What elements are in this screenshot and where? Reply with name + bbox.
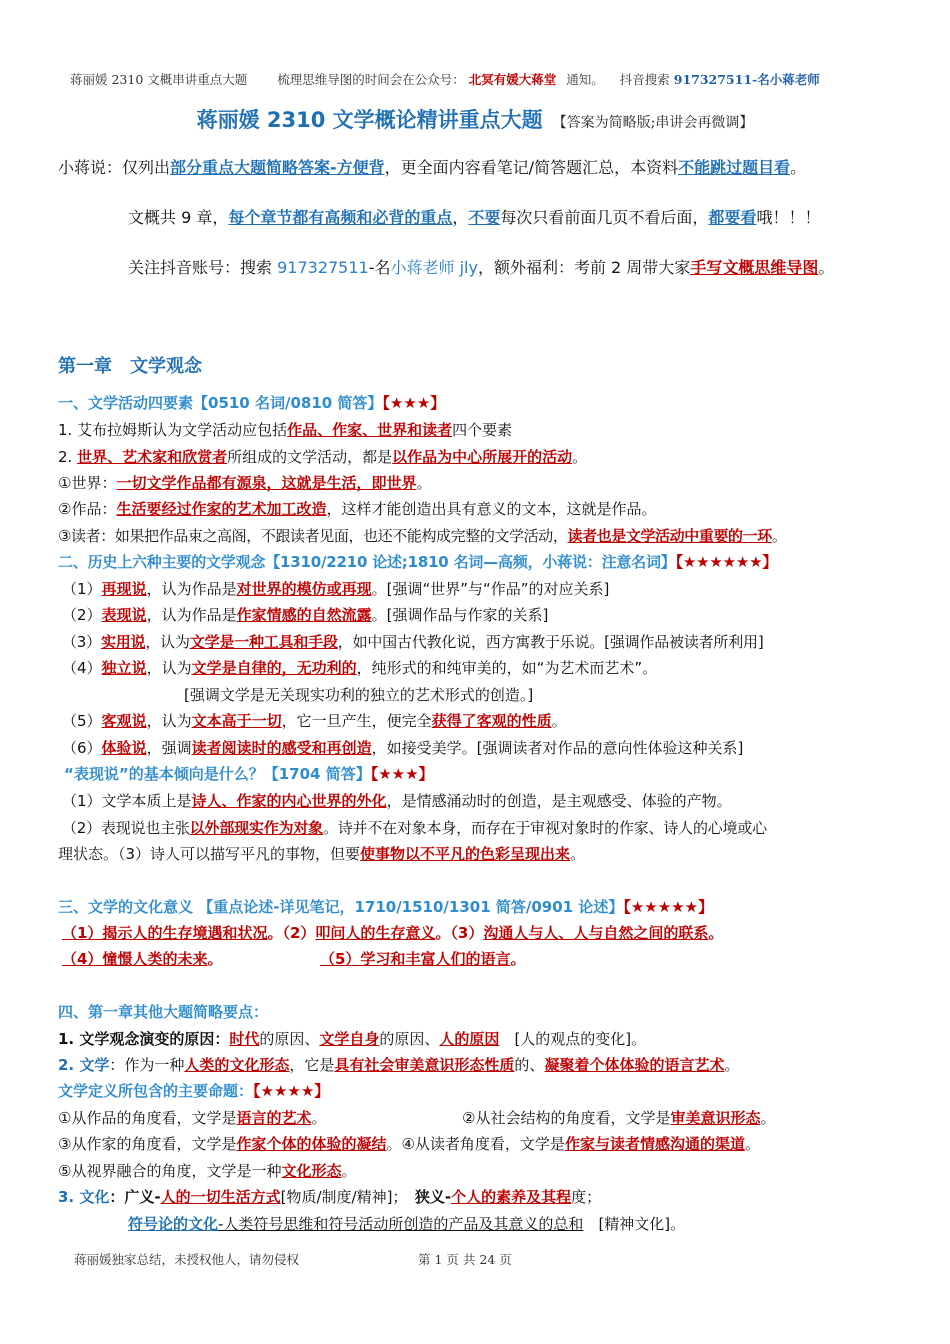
- text: 。: [207, 950, 223, 968]
- section-heading: 一、文学活动四要素【0510 名词/0810 简答】: [58, 394, 383, 412]
- s2-item: [62, 737, 743, 758]
- text: ②作品：: [58, 500, 117, 518]
- key-point: 文本高于一切: [191, 712, 282, 730]
- text: （1）文学本质上是: [62, 792, 192, 810]
- text: （5）: [62, 712, 102, 730]
- key-point: 文学自身: [319, 1030, 380, 1048]
- intro-highlight: 手写文概思维导图: [690, 258, 819, 277]
- key-point: 世界、艺术家和欣赏者: [77, 448, 228, 466]
- key-point: 具有社会审美意识形态性质: [334, 1056, 515, 1074]
- text: ④从读者角度看，文学是: [401, 1135, 565, 1153]
- s3-line: [62, 948, 222, 969]
- text: 1. 艾布拉姆斯认为文学活动应包括: [58, 421, 288, 439]
- s2-item: [62, 657, 657, 678]
- key-point: 作家与读者情感沟通的渠道: [564, 1135, 745, 1153]
- intro-line-2: [128, 205, 820, 228]
- title-main: 蒋丽媛 2310 文学概论精讲重点大题: [196, 108, 543, 132]
- intro-highlight: 部分重点大题简略答案-方便背: [170, 158, 385, 177]
- text: ，这样才能创造出具有意义的文本，这就是作品。: [326, 500, 657, 518]
- star-rating: 【★★★】: [370, 765, 434, 783]
- s2-item: [62, 631, 764, 652]
- text: 。: [416, 474, 432, 492]
- intro-highlight: 都要看: [708, 208, 757, 227]
- text: ，它是: [289, 1056, 335, 1074]
- intro-highlight: 每个章节都有高频和必背的重点: [228, 208, 453, 227]
- section-heading: 二、历史上六种主要的文学观念【1310/2210 论述;1810 名词—高频，小蒋说：注意名词】: [58, 553, 676, 571]
- text: ①从作品的角度看，文学是: [58, 1109, 237, 1127]
- key-point: 人的原因: [439, 1030, 500, 1048]
- page-number: 第 1 页 共 24 页: [418, 1252, 512, 1267]
- text: -人类符号思维和符号活动所创造的产品及其意义的总和: [218, 1215, 584, 1233]
- key-point: （5）学习和丰富人们的语言: [320, 950, 511, 968]
- text: 所组成的文学活动，都是: [227, 448, 393, 466]
- text: ③从作家的角度看，文学是: [58, 1135, 237, 1153]
- s4-line: [58, 1107, 326, 1128]
- key-point: 生活要经过作家的艺术加工改造: [116, 500, 327, 518]
- key-point: 读者阅读时的感受和再创造: [191, 739, 372, 757]
- text: 的、: [514, 1056, 545, 1074]
- s2-item: [62, 710, 567, 731]
- s1-line: [58, 446, 587, 467]
- key-point: 叩问人的生存意义: [315, 924, 436, 942]
- text: 狭义-: [414, 1188, 452, 1206]
- footer-copyright: 蒋丽媛独家总结，未授权他人，请勿侵权: [74, 1252, 300, 1267]
- text: [人的观点的变化]。: [499, 1030, 647, 1048]
- s1-line: [58, 472, 431, 493]
- header-account: 北冥有媛大蒋堂: [468, 72, 557, 87]
- text: 。[强调作品与作家的关系]: [371, 606, 549, 624]
- s1-line: [58, 498, 656, 519]
- text: 。: [724, 1056, 740, 1074]
- intro-text: ，: [452, 208, 469, 227]
- text: 。: [572, 448, 588, 466]
- text: 的原因、: [259, 1030, 320, 1048]
- key-point: 使事物以不平凡的色彩呈现出来: [360, 845, 571, 863]
- douyin-number: 917327511: [277, 258, 369, 277]
- text: （6）: [62, 739, 102, 757]
- key-point: 诗人、作家的内心世界的外化: [191, 792, 387, 810]
- key-point: 文化形态: [281, 1162, 342, 1180]
- key-point: 时代: [229, 1030, 260, 1048]
- text: 。（2）: [267, 924, 316, 942]
- intro-line-3: [128, 255, 834, 278]
- text: ②从社会结构的角度看，文学是: [462, 1109, 671, 1127]
- answer-line: [62, 790, 732, 811]
- intro-line-1: [58, 155, 806, 178]
- s4-line: [58, 1054, 739, 1075]
- star-rating: 【★★★★★】: [623, 898, 714, 916]
- key-point: 审美意识形态: [670, 1109, 761, 1127]
- text: 。: [744, 1135, 760, 1153]
- section-1-title: [58, 392, 445, 413]
- star-rating: 【★★★★】: [253, 1082, 330, 1100]
- text: （1）: [62, 580, 102, 598]
- key-point: 人类的文化形态: [184, 1056, 290, 1074]
- key-point: 文学是自律的，无功利的: [191, 659, 357, 677]
- term: 独立说: [101, 659, 147, 677]
- s1-line: [58, 525, 786, 546]
- key-point: 作家个体的体验的凝结: [236, 1135, 387, 1153]
- text: ，认为: [145, 633, 190, 651]
- key-point: 语言的艺术: [236, 1109, 312, 1127]
- key-point: （1）揭示人的生存境遇和状况: [62, 924, 268, 942]
- text: 理状态。（3）诗人可以描写平凡的事物，但要: [58, 845, 361, 863]
- text: [精神文化]。: [583, 1215, 686, 1233]
- intro-text: 哦！！！: [756, 208, 821, 227]
- text: 度；: [571, 1188, 602, 1206]
- intro-text: -名: [368, 258, 391, 277]
- key-point: （4）憧憬人类的未来: [62, 950, 208, 968]
- intro-text: 。: [818, 258, 835, 277]
- header-douyin-id: 917327511-名小蒋老师: [673, 72, 820, 87]
- text: ，纯形式的和纯审美的，如“为艺术而艺术”。: [356, 659, 658, 677]
- key-point: 作家情感的自然流露: [236, 606, 372, 624]
- text: ，认为: [146, 712, 192, 730]
- text: ，认为作品是: [146, 580, 237, 598]
- intro-text: 。: [790, 158, 807, 177]
- term: 客观说: [101, 712, 147, 730]
- text: 。: [510, 950, 526, 968]
- chapter-title: 第一章 文学观念: [58, 356, 202, 377]
- s4-line: [462, 1107, 775, 1128]
- s4-line: [58, 1186, 601, 1207]
- text: 。: [386, 1135, 402, 1153]
- answer-line: [58, 843, 585, 864]
- text: （2）: [62, 606, 102, 624]
- page-title: [0, 104, 950, 134]
- text: ⑤从视界融合的角度，文学是一种: [58, 1162, 282, 1180]
- key-point: 对世界的模仿或再现: [236, 580, 372, 598]
- douyin-name: 小蒋老师 jly: [390, 258, 478, 277]
- text: 。: [341, 1162, 357, 1180]
- intro-text: ，更全面内容看笔记/简答题汇总，本资料: [384, 158, 679, 177]
- term: 3. 文化: [58, 1188, 110, 1206]
- intro-text: 关注抖音账号：搜索: [128, 258, 278, 277]
- title-sub: 【答案为简略版;串讲会再微调】: [552, 115, 754, 131]
- s4-line: [58, 1133, 760, 1154]
- text: 。[强调“世界”与“作品”的对应关系]: [371, 580, 610, 598]
- term: 表现说: [101, 606, 147, 624]
- term: 符号论的文化: [128, 1215, 219, 1233]
- text: ，强调: [146, 739, 192, 757]
- header-left: 蒋丽媛 2310 文概串讲重点大题: [70, 72, 248, 87]
- key-point: 获得了客观的性质: [431, 712, 552, 730]
- subheading: [58, 1080, 329, 1101]
- s1-line: [58, 419, 512, 440]
- text: ，如接受美学。[强调读者对作品的意向性体验这种关系]: [371, 739, 744, 757]
- key-point: 文学是一种工具和手段: [189, 633, 338, 651]
- text: ，它一旦产生，便完全: [281, 712, 432, 730]
- text: 的原因、: [379, 1030, 440, 1048]
- section-2-title: [58, 551, 777, 572]
- intro-text: 每次只看前面几页不看后面，: [500, 208, 709, 227]
- key-point: 个人的素养及其程: [451, 1188, 572, 1206]
- s4-line: [128, 1213, 685, 1234]
- text: 2.: [58, 448, 78, 466]
- key-point: 读者也是文学活动中重要的一环: [567, 527, 772, 545]
- key-point: 以外部现实作为对象: [189, 819, 323, 837]
- key-point: 凝聚着个体体验的语言艺术: [544, 1056, 725, 1074]
- text: 。诗并不在对象本身，而存在于审视对象时的作家、诗人的心境或心: [322, 819, 767, 837]
- term: 2. 文学: [58, 1056, 110, 1074]
- page-header: [70, 70, 820, 88]
- text: ：作为一种: [109, 1056, 185, 1074]
- text: 。: [311, 1109, 327, 1127]
- text: （3）: [62, 633, 101, 651]
- text: ，如中国古代教化说，西方寓教于乐说。[强调作品被读者所利用]: [337, 633, 764, 651]
- section-4-title: 四、第一章其他大题简略要点：: [58, 1003, 269, 1021]
- section-heading: 三、文学的文化意义 【重点论述-详见笔记，1710/1510/1301 简答/0901 论述】: [58, 898, 624, 916]
- intro-text: ，额外福利：考前 2 周带大家: [477, 258, 691, 277]
- section-3-title: [58, 896, 713, 917]
- key-point: 一切文学作品都有源泉，这就是生活，即世界: [116, 474, 417, 492]
- question-title: [64, 763, 434, 784]
- s3-line: [62, 922, 723, 943]
- question-heading: “表现说”的基本倾向是什么？【1704 简答】: [64, 765, 371, 783]
- text: （2）表现说也主张: [62, 819, 190, 837]
- star-rating: 【★★★★★★】: [675, 553, 778, 571]
- term: 实用说: [100, 633, 146, 651]
- text: （4）: [62, 659, 102, 677]
- intro-highlight: 不能跳过题目看: [678, 158, 791, 177]
- s3-line: [320, 948, 525, 969]
- header-douyin: 抖音搜索: [619, 72, 670, 87]
- s2-item-note: [强调文学是无关现实功利的独立的艺术形式的创造。]: [184, 686, 534, 704]
- text: ：广义-: [109, 1188, 161, 1206]
- text: ③读者：如果把作品束之高阁，不跟读者见面，也还不能构成完整的文学活动，: [58, 527, 568, 545]
- term: 再现说: [101, 580, 147, 598]
- text: ①世界：: [58, 474, 117, 492]
- text: 。: [771, 527, 787, 545]
- text: 。: [708, 924, 724, 942]
- text: ，认为: [146, 659, 192, 677]
- key-point: 沟通人与人、人与自然之间的联系: [483, 924, 709, 942]
- key-point: 人的一切生活方式: [160, 1188, 281, 1206]
- text: 。: [570, 845, 586, 863]
- text: 。（3）: [435, 924, 484, 942]
- header-mid: 梳理思维导图的时间会在公众号：: [277, 72, 465, 87]
- intro-text: 小蒋说：仅列出: [58, 158, 171, 177]
- text: ，是情感涌动时的创造，是主观感受、体验的产物。: [386, 792, 732, 810]
- star-rating: 【★★★】: [382, 394, 446, 412]
- text: 。: [551, 712, 567, 730]
- text: 1. 文学观念演变的原因：: [58, 1030, 230, 1048]
- header-notice: 通知。: [566, 72, 604, 87]
- term: 体验说: [101, 739, 147, 757]
- answer-line: [62, 817, 767, 838]
- text: ，认为作品是: [146, 606, 237, 624]
- text: 。: [760, 1109, 776, 1127]
- intro-highlight: 不要: [468, 208, 501, 227]
- s4-line: [58, 1028, 646, 1049]
- s2-item: [62, 578, 609, 599]
- key-point: 以作品为中心所展开的活动: [392, 448, 573, 466]
- s2-item: [62, 604, 548, 625]
- subheading-text: 文学定义所包含的主要命题：: [58, 1082, 254, 1100]
- s4-line: [58, 1160, 356, 1181]
- text: [物质/制度/精神]；: [280, 1188, 415, 1206]
- key-point: 作品、作家、世界和读者: [287, 421, 453, 439]
- intro-text: 文概共 9 章，: [128, 208, 229, 227]
- text: 四个要素: [452, 421, 513, 439]
